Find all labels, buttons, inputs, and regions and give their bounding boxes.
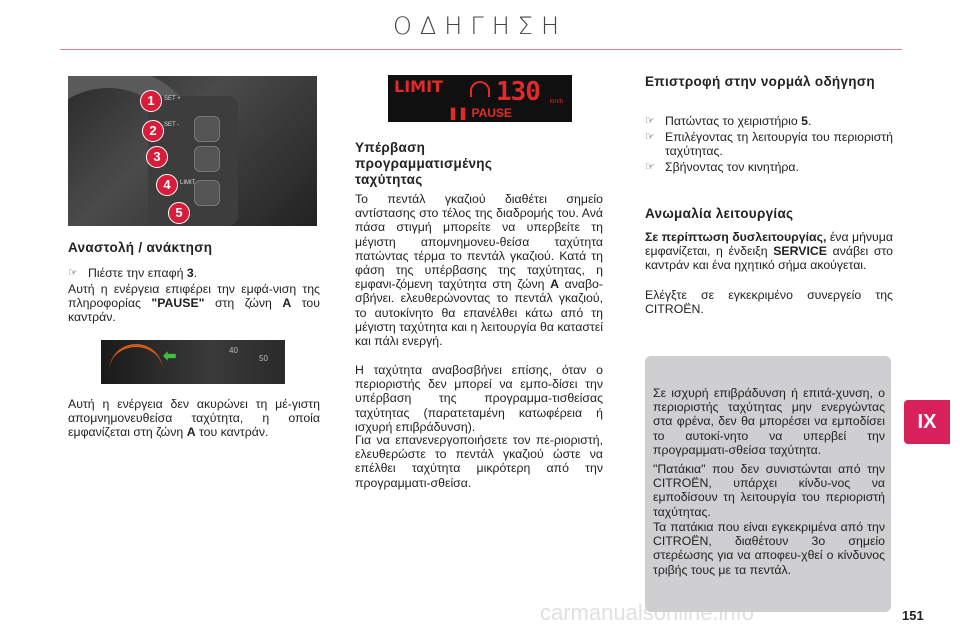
paragraph: Σε περίπτωση δυσλειτουργίας, ένα μήνυμα εμφανίζεται, η ένδειξη SERVICE ανάβει στο καντράν και ένα ηχητικό σήμα ακούγεται.	[645, 230, 894, 273]
list-item: ☞ Επιλέγοντας τη λειτουργία του περιοριστή ταχύτητας.	[645, 130, 893, 159]
control-knob	[194, 146, 220, 172]
control-knob	[194, 116, 220, 142]
section-heading-override: Υπέρβαση προγραμματισμένης ταχύτητας	[355, 140, 493, 187]
note-paragraph: "Πατάκια" που δεν συνιστώνται από την CITROËN, υπάρχει κίνδυ-νος να εμποδίσουν τη λειτουργία του περιοριστή ταχύτητας.	[653, 462, 885, 519]
steering-wheel-photo	[68, 76, 317, 226]
page-title: ΟΔΗΓΗΣΗ	[393, 12, 567, 40]
marker-5: 5	[168, 202, 190, 224]
chapter-tab: IX	[904, 400, 950, 444]
list-item: ☞ Σβήνοντας τον κινητήρα.	[645, 160, 799, 174]
limit-display-photo	[388, 75, 572, 122]
dashboard-photo	[101, 340, 285, 384]
speedometer-icon	[470, 81, 490, 97]
watermark: carmanualsonline.info	[540, 600, 755, 625]
gauge-tick: 40	[229, 346, 238, 355]
paragraph: Η ταχύτητα αναβοσβήνει επίσης, όταν ο περιοριστής δεν μπορεί να εμπο-δίσει την υπέρβαση της προγραμμα-τισθείσας ταχύτητας (παρατεταμένη κατωφέρεια ή ισχυρή επιβράδυνση).	[355, 363, 603, 434]
section-heading-return: Επιστροφή στην νορμάλ οδήγηση	[645, 74, 875, 89]
note-paragraph: Σε ισχυρή επιβράδυνση ή επιτά-χυνση, ο περιοριστής ταχύτητας μην ενεργώντας στα φρένα, δεν θα μπορέσει να εμποδίσει το αυτοκί-νητο να υπερβεί την προγραμματι-σθείσα ταχύτητα.	[653, 386, 885, 457]
pointer-icon: ☞	[645, 131, 655, 143]
marker-4: 4	[156, 174, 178, 196]
page-number: 151	[902, 608, 924, 623]
pointer-icon: ☞	[645, 115, 655, 127]
marker-3: 3	[146, 146, 168, 168]
paragraph: Αυτή η ενέργεια επιφέρει την εμφά-νιση της πληροφορίας "PAUSE" στη ζώνη A του καντράν.	[68, 282, 320, 325]
paragraph: Ελέγξτε σε εγκεκριμένο συνεργείο της CITROËN.	[645, 288, 893, 317]
marker-2: 2	[142, 120, 164, 142]
pointer-icon: ☞	[645, 161, 655, 173]
paragraph: Αυτή η ενέργεια δεν ακυρώνει τη μέ-γιστη απομνημονευθείσα ταχύτητα, η οποία εμφανίζεται στη ζώνη A του καντράν.	[68, 397, 320, 440]
note-paragraph: Τα πατάκια που είναι εγκεκριμένα από την CITROËN, διαθέτουν 3ο σημείο στερέωσης για να αποφευ-χθεί ο κίνδυνος τριβής τους με τα πεντάλ.	[653, 520, 885, 577]
list-item: ☞ Πιέστε την επαφή 3.	[68, 266, 198, 280]
section-heading-malfunction: Ανωμαλία λειτουργίας	[645, 206, 794, 221]
gauge-arc	[109, 344, 163, 380]
paragraph: Για να επανενεργοποιήσετε τον πε-ριοριστή, ελευθερώστε το πεντάλ γκαζιού ώστε να επέλθει ταχύτητα μικρότερη από την προγραμματι-σθείσα.	[355, 433, 603, 490]
arrow-left-icon: ⬅	[163, 348, 177, 365]
control-label: SET -	[164, 122, 180, 128]
marker-1: 1	[140, 90, 162, 112]
display-unit: km/h	[550, 99, 564, 105]
header-divider	[60, 49, 902, 50]
paragraph: Το πεντάλ γκαζιού διαθέτει σημείο αντίστασης στο τέλος της διαδρομής του. Ανά πάσα στιγμή μπορείτε να υπερβείτε τη μέγιστη απομνημονευ-θείσα ταχύτητα πατώντας τέρμα το πεντάλ γκαζιού. Κατά τη φάση της υπέρβασης της ταχύτητας, η εμφανι-ζόμενη ταχύτητα στη ζώνη A αναβο-σβήνει. ελευθερώνοντας το πεντάλ γκαζιού, το αυτοκίνητο θα επανέλθει κάτω από τη μέγιστη ταχύτητα και η λειτουργία θα καταστεί και πάλι ενεργή.	[355, 192, 603, 349]
pointer-icon: ☞	[68, 267, 78, 279]
gauge-tick: 50	[259, 354, 268, 363]
control-knob	[194, 180, 220, 206]
display-limit: LIMIT	[394, 77, 443, 96]
note-box	[645, 356, 891, 612]
control-label: SET +	[164, 96, 181, 102]
display-speed: 130	[496, 77, 540, 107]
control-label: LIMIT	[180, 180, 196, 186]
section-heading-suspend: Αναστολή / ανάκτηση	[68, 240, 213, 255]
display-pause: ❚❚ PAUSE	[448, 106, 512, 120]
list-item: ☞ Πατώντας το χειριστήριο 5.	[645, 114, 812, 128]
